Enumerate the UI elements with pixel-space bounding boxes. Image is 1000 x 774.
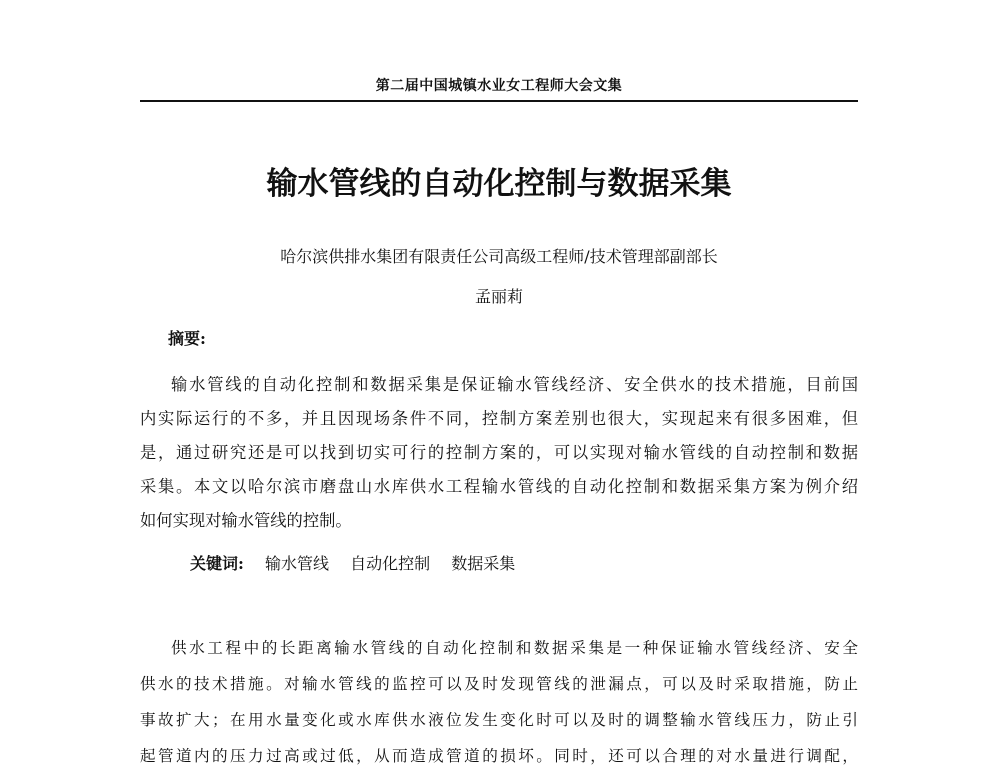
keywords-label: 关键词: (190, 554, 244, 573)
abstract-line: 如何实现对输水管线的控制。 (140, 511, 352, 530)
keyword-item: 数据采集 (451, 554, 516, 573)
abstract-line: 采集。本文以哈尔滨市磨盘山水库供水工程输水管线的自动化控制和数据采集方案为例介绍 (140, 477, 858, 496)
author-affiliation: 哈尔滨供排水集团有限责任公司高级工程师/技术管理部副部长 (280, 247, 718, 266)
keyword-item: 自动化控制 (350, 554, 431, 573)
abstract-paragraph (140, 368, 858, 538)
abstract-line: 输水管线的自动化控制和数据采集是保证输水管线经济、安全供水的技术措施，目前国 (171, 375, 858, 394)
author-name: 孟丽莉 (474, 287, 523, 306)
body-line: 事故扩大；在用水量变化或水库供水液位发生变化时可以及时的调整输水管线压力，防止引 (140, 711, 858, 729)
keywords (190, 550, 515, 578)
body-line: 供水的技术措施。对输水管线的监控可以及时发现管线的泄漏点，可以及时采取措施，防止 (140, 675, 858, 693)
paper-title: 输水管线的自动化控制与数据采集 (266, 166, 732, 202)
abstract-line: 内实际运行的不多，并且因现场条件不同，控制方案差别也很大，实现起来有很多困难，但 (140, 409, 858, 428)
keyword-item: 输水管线 (265, 554, 330, 573)
header-rule (140, 100, 858, 102)
body-line: 供水工程中的长距离输水管线的自动化控制和数据采集是一种保证输水管线经济、安全 (171, 639, 858, 657)
running-header: 第二届中国城镇水业女工程师大会文集 (375, 78, 623, 94)
body-line: 起管道内的压力过高或过低，从而造成管道的损坏。同时，还可以合理的对水量进行调配， (140, 747, 858, 765)
body-paragraph (140, 630, 858, 774)
abstract-line: 是，通过研究还是可以找到切实可行的控制方案的，可以实现对输水管线的自动控制和数据 (140, 443, 858, 462)
abstract-label: 摘要: (168, 329, 206, 348)
